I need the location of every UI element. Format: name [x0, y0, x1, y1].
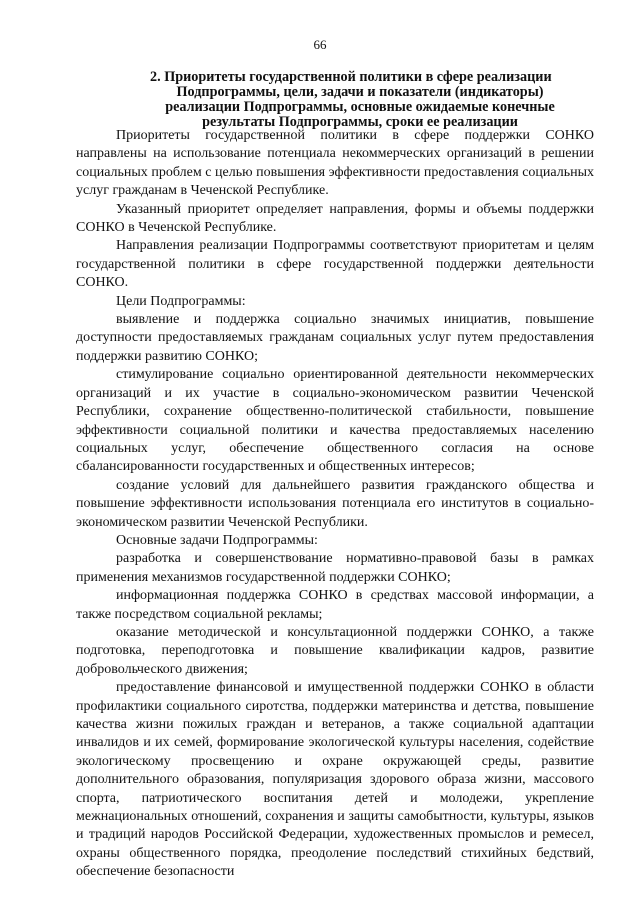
document-body	[76, 127, 594, 882]
heading-line-3: реализации Подпрограммы, основные ожидаемые конечные	[165, 99, 555, 115]
heading-line-1: 2. Приоритеты государственной политики в сфере реализации	[150, 69, 552, 85]
goals-label: Цели Подпрограммы:	[116, 293, 246, 309]
task-item-2: информационная поддержка СОНКО в средствах массовой информации, а также посредством социальной рекламы;	[76, 588, 594, 622]
paragraph-priority-defines: Указанный приоритет определяет направления, формы и объемы поддержки СОНКО в Чеченской Республике.	[76, 201, 594, 236]
goal-item-3: создание условий для дальнейшего развития гражданского общества и повышение эффективности использования потенциала его институтов в социально-экономическом развитии Чеченской Республики.	[76, 477, 594, 530]
task-item-1: разработка и совершенствование нормативно-правовой базы в рамках применения механизмов государственной поддержки СОНКО;	[76, 551, 594, 585]
page-number: 66	[313, 37, 327, 52]
paragraph-priorities: Приоритеты государственной политики в сфере поддержки СОНКО направлены на использование потенциала некоммерческих организаций в решении социальных проблем с целью повышения эффективности предоставления социальных услуг гражданам в Чеченской Республике.	[76, 128, 594, 199]
heading-line-2: Подпрограммы, цели, задачи и показатели (индикаторы)	[176, 84, 544, 100]
heading-line-4: результаты Подпрограммы, сроки ее реализации	[202, 114, 518, 130]
goal-item-1: выявление и поддержка социально значимых инициатив, повышение доступности предоставляемых гражданам социальных услуг путем предоставления поддержки развитию СОНКО;	[76, 312, 594, 364]
goal-item-2: стимулирование социально ориентированной деятельности некоммерческих организаций и их участие в социально-экономическом развитии Чеченской Республики, сохранение общественно-политической стабильности, повышение эффективности социальной политики и качества предоставляемых населению социальных услуг, обеспечение общественного согласия на основе сбалансированности государственных и общественных интересов;	[76, 367, 594, 475]
task-item-3: оказание методической и консультационной поддержки СОНКО, а также подготовка, переподготовка и повышение квалификации кадров, развитие добровольческого движения;	[76, 624, 594, 677]
paragraph-directions: Направления реализации Подпрограммы соответствуют приоритетам и целям государственной политики в сфере государственной поддержки деятельности СОНКО.	[76, 238, 594, 291]
task-item-4: предоставление финансовой и имущественной поддержки СОНКО в области профилактики социального сиротства, поддержки материнства и детства, повышение качества жизни пожилых граждан и ветеранов, а также социальной адаптации инвалидов и их семей, формирование экологической культуры населения, содействие экологическому просвещению и охране окружающей среды, развитие дополнительного образования, популяризация здорового образа жизни, массового спорта, патриотического воспитания детей и молодежи, укрепление межнациональных отношений, сохранения и защиты самобытности, культуры, языков и традиций народов Российской Федерации, художественных промыслов и ремесел, охраны общественного порядка, преодоление последствий стихийных бедствий, обеспечение безопасности	[76, 680, 594, 880]
tasks-label: Основные задачи Подпрограммы:	[116, 532, 318, 548]
section-heading	[150, 70, 570, 130]
